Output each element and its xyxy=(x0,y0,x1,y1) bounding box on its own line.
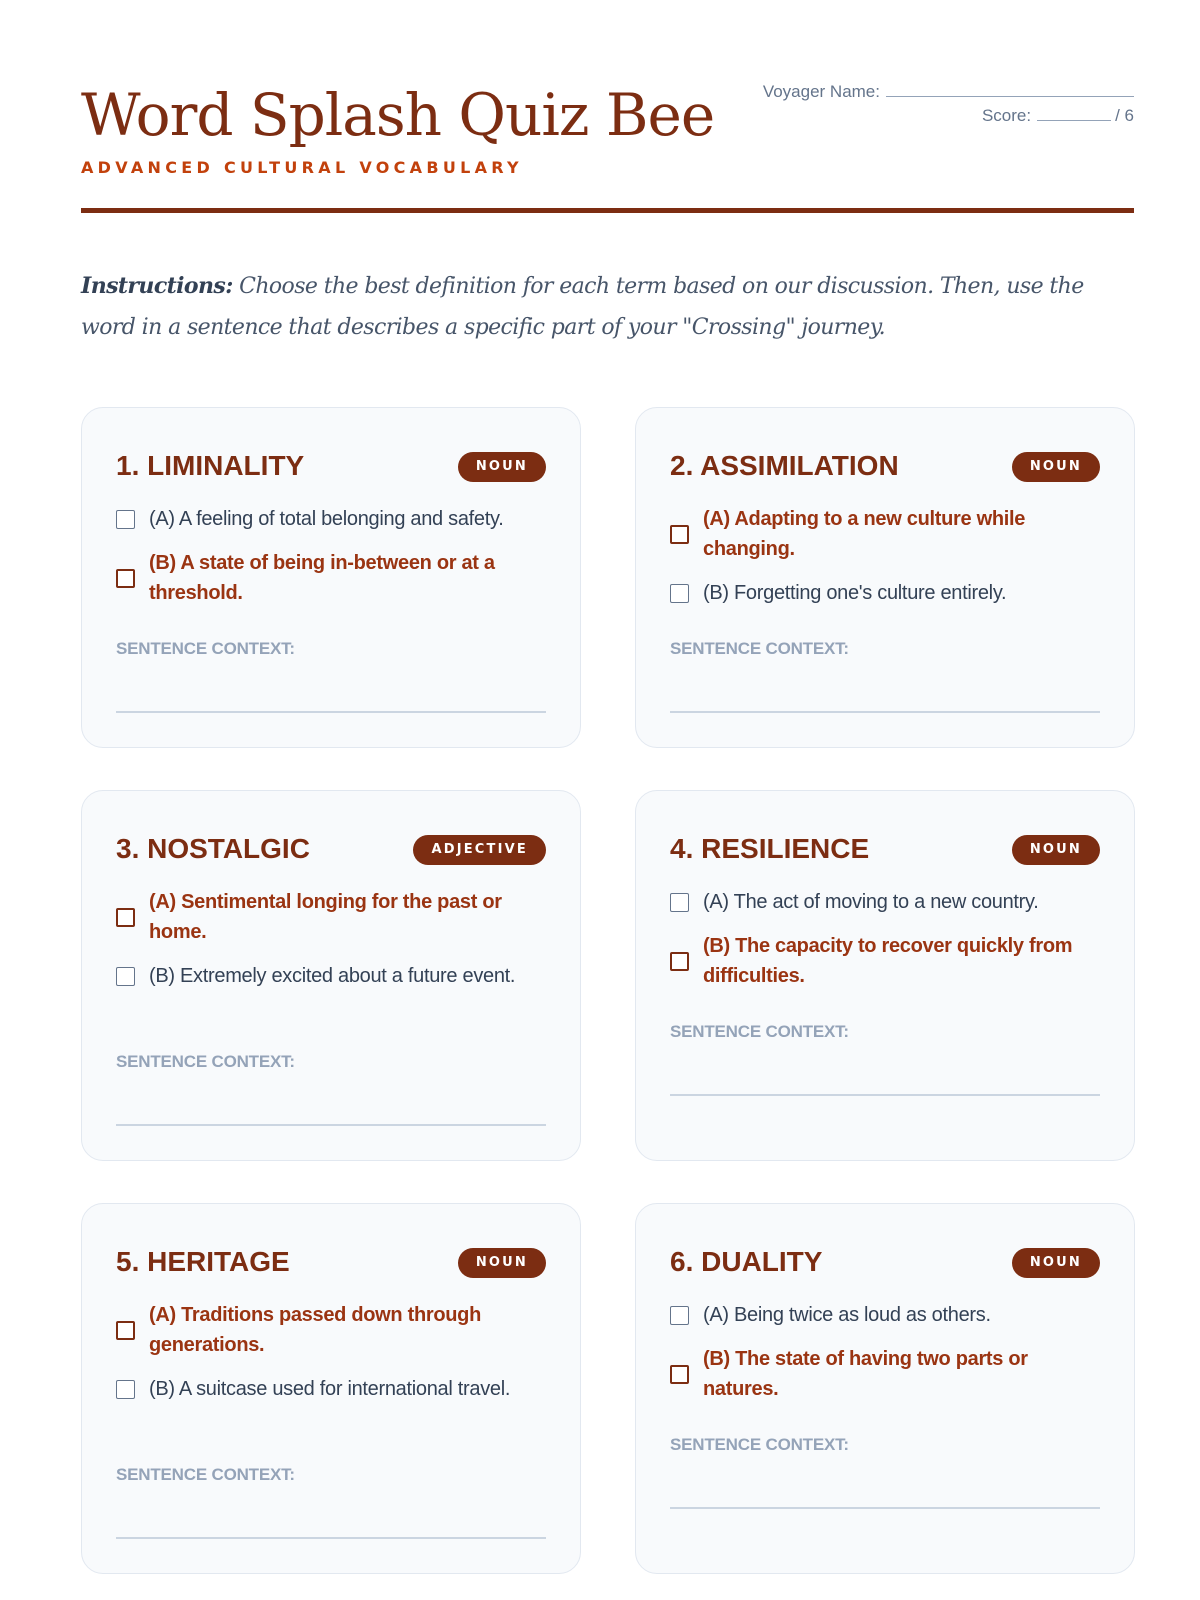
option-a[interactable] xyxy=(116,887,546,947)
header-divider xyxy=(81,208,1134,213)
option-b[interactable] xyxy=(116,1374,546,1404)
card-header xyxy=(116,1242,546,1282)
option-a[interactable] xyxy=(670,1300,1100,1330)
answer-options xyxy=(116,887,546,1005)
option-b[interactable] xyxy=(116,961,546,991)
answer-options xyxy=(116,1300,546,1418)
page-subtitle: ADVANCED CULTURAL VOCABULARY xyxy=(81,158,523,177)
option-a-text: (A) Adapting to a new culture while changing. xyxy=(703,508,1026,560)
answer-options xyxy=(670,887,1100,1005)
term-title: 3. NOSTALGIC xyxy=(116,833,310,864)
sentence-context-label: SENTENCE CONTEXT: xyxy=(670,639,849,658)
sentence-context-line[interactable] xyxy=(670,711,1100,713)
sentence-context-line[interactable] xyxy=(116,1537,546,1539)
vocab-card-duality xyxy=(635,1203,1135,1574)
part-of-speech-badge: ADJECTIVE xyxy=(413,835,546,865)
instructions-text: Choose the best definition for each term based on our discussion. Then, use the word in a sentence that describes a specific part of your "Crossing" journey. xyxy=(81,274,1084,340)
instructions-lead: Instructions: xyxy=(81,273,233,299)
option-b[interactable] xyxy=(116,548,546,608)
answer-options xyxy=(670,504,1100,622)
option-b-text: (B) The capacity to recover quickly from difficulties. xyxy=(703,935,1073,987)
sentence-context-label: SENTENCE CONTEXT: xyxy=(116,639,295,658)
checkbox-icon[interactable] xyxy=(670,525,689,544)
part-of-speech-badge: NOUN xyxy=(1012,835,1100,865)
sentence-context-line[interactable] xyxy=(670,1094,1100,1096)
checkbox-icon[interactable] xyxy=(116,1380,135,1399)
student-meta xyxy=(763,80,1134,128)
sentence-context-label: SENTENCE CONTEXT: xyxy=(670,1435,849,1454)
name-row xyxy=(763,80,1134,104)
worksheet-header xyxy=(81,78,1134,214)
card-header xyxy=(670,829,1100,869)
checkbox-icon[interactable] xyxy=(116,510,135,529)
score-blank[interactable] xyxy=(1037,105,1111,121)
checkbox-icon[interactable] xyxy=(670,1365,689,1384)
checkbox-icon[interactable] xyxy=(116,569,135,588)
option-b[interactable] xyxy=(670,578,1100,608)
page-title: Word Splash Quiz Bee xyxy=(81,81,715,149)
checkbox-icon[interactable] xyxy=(670,893,689,912)
option-a[interactable] xyxy=(116,1300,546,1360)
option-b-text: (B) The state of having two parts or natures. xyxy=(703,1348,1028,1400)
term-title: 2. ASSIMILATION xyxy=(670,450,899,481)
part-of-speech-badge: NOUN xyxy=(1012,452,1100,482)
part-of-speech-badge: NOUN xyxy=(1012,1248,1100,1278)
answer-options xyxy=(116,504,546,622)
name-label: Voyager Name: xyxy=(762,82,880,101)
instructions xyxy=(81,266,1111,348)
checkbox-icon[interactable] xyxy=(116,908,135,927)
option-a-text: (A) Sentimental longing for the past or home. xyxy=(149,891,502,943)
option-a[interactable] xyxy=(670,887,1100,917)
card-header xyxy=(670,1242,1100,1282)
part-of-speech-badge: NOUN xyxy=(458,452,546,482)
option-a-text: (A) Traditions passed down through generations. xyxy=(149,1304,482,1356)
vocab-card-liminality xyxy=(81,407,581,748)
vocab-card-heritage xyxy=(81,1203,581,1574)
checkbox-icon[interactable] xyxy=(116,967,135,986)
score-row xyxy=(763,104,1134,128)
vocab-card-assimilation xyxy=(635,407,1135,748)
name-blank[interactable] xyxy=(886,81,1134,97)
term-title: 5. HERITAGE xyxy=(116,1246,290,1277)
score-total: / 6 xyxy=(1115,106,1134,125)
option-b[interactable] xyxy=(670,931,1100,991)
checkbox-icon[interactable] xyxy=(116,1321,135,1340)
vocab-card-resilience xyxy=(635,790,1135,1161)
score-label: Score: xyxy=(981,106,1032,125)
card-header xyxy=(116,446,546,486)
option-b-text: (B) Forgetting one's culture entirely. xyxy=(703,582,1007,604)
checkbox-icon[interactable] xyxy=(670,952,689,971)
term-title: 6. DUALITY xyxy=(670,1246,823,1277)
sentence-context-line[interactable] xyxy=(116,711,546,713)
option-a-text: (A) The act of moving to a new country. xyxy=(703,891,1039,913)
card-header xyxy=(670,446,1100,486)
answer-options xyxy=(670,1300,1100,1418)
option-b-text: (B) Extremely excited about a future event. xyxy=(149,965,516,987)
option-a-text: (A) Being twice as loud as others. xyxy=(703,1304,991,1326)
option-b[interactable] xyxy=(670,1344,1100,1404)
sentence-context-label: SENTENCE CONTEXT: xyxy=(116,1465,295,1484)
part-of-speech-badge: NOUN xyxy=(458,1248,546,1278)
term-title: 1. LIMINALITY xyxy=(116,450,305,481)
option-a-text: (A) A feeling of total belonging and safety. xyxy=(149,508,504,530)
sentence-context-label: SENTENCE CONTEXT: xyxy=(670,1022,849,1041)
option-a[interactable] xyxy=(116,504,546,534)
card-header xyxy=(116,829,546,869)
vocab-card-nostalgic xyxy=(81,790,581,1161)
checkbox-icon[interactable] xyxy=(670,1306,689,1325)
sentence-context-line[interactable] xyxy=(116,1124,546,1126)
option-a[interactable] xyxy=(670,504,1100,564)
checkbox-icon[interactable] xyxy=(670,584,689,603)
sentence-context-label: SENTENCE CONTEXT: xyxy=(116,1052,295,1071)
option-b-text: (B) A state of being in-between or at a threshold. xyxy=(149,552,495,604)
term-title: 4. RESILIENCE xyxy=(670,833,870,864)
sentence-context-line[interactable] xyxy=(670,1507,1100,1509)
option-b-text: (B) A suitcase used for international travel. xyxy=(149,1378,511,1400)
